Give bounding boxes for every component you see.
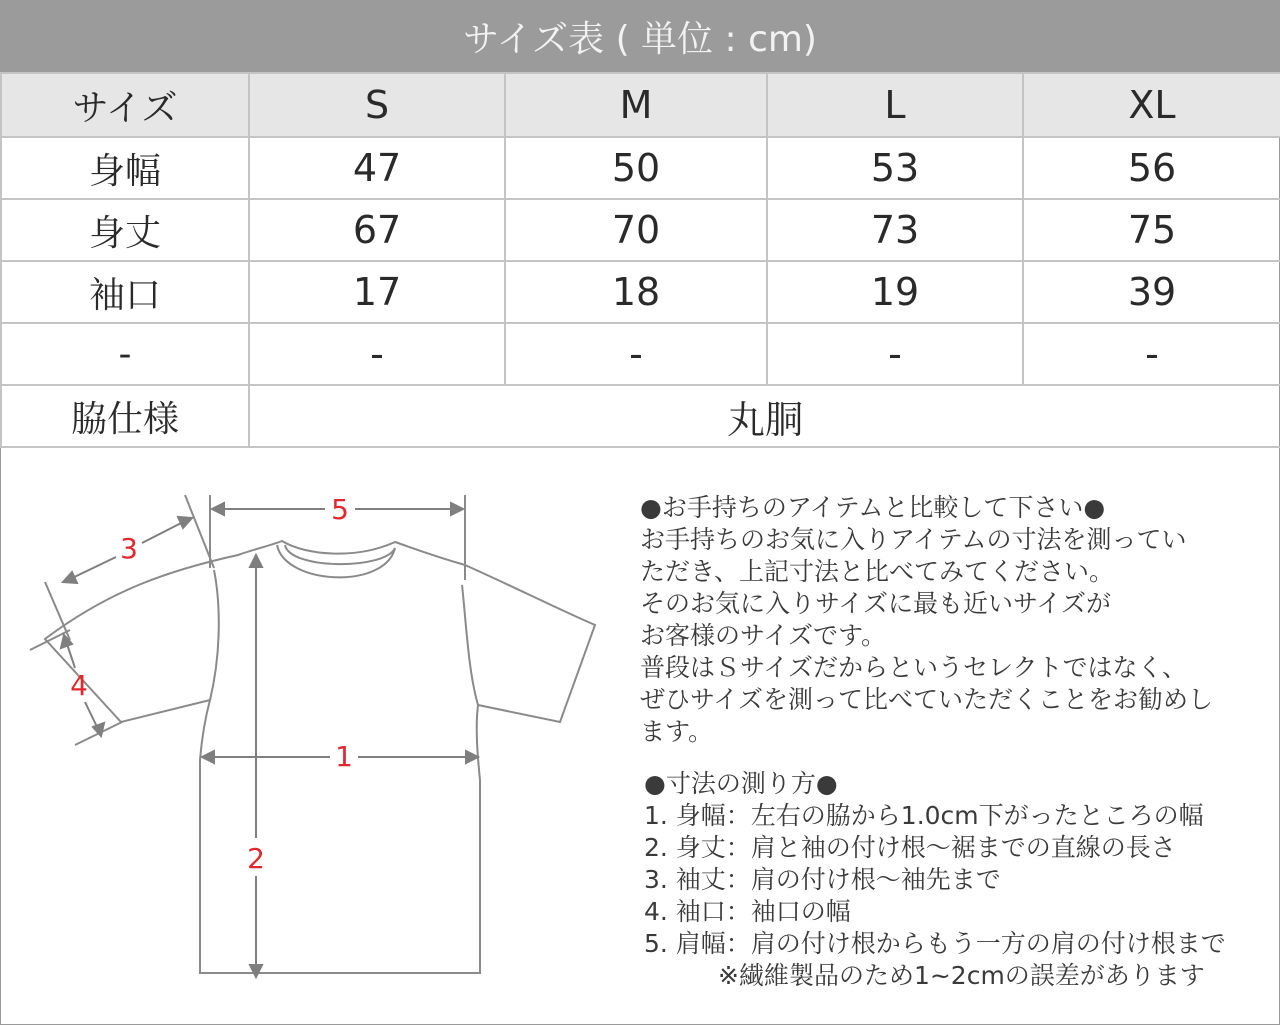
row-label-cuff: 袖口 bbox=[1, 261, 249, 323]
row-label-side-spec: 脇仕様 bbox=[1, 385, 249, 447]
size-header-xl: XL bbox=[1023, 73, 1280, 137]
measure-item: 1. 身幅：左右の脇から1.0cm下がったところの幅 bbox=[644, 801, 1204, 830]
measure-item: 3. 袖丈：肩の付け根〜袖先まで bbox=[644, 865, 1001, 894]
table-cell: 67 bbox=[249, 199, 505, 261]
compare-line: ただき、上記寸法と比べてみてください。 bbox=[640, 557, 1115, 586]
table-cell: 19 bbox=[767, 261, 1023, 323]
arrowhead bbox=[466, 751, 478, 763]
arrowhead bbox=[202, 751, 214, 763]
size-header-row bbox=[1, 73, 1280, 137]
compare-heading: ●お手持ちのアイテムと比較して下さい● bbox=[640, 493, 1106, 522]
row-label-body-length: 身丈 bbox=[1, 199, 249, 261]
table-cell: - bbox=[767, 323, 1023, 385]
size-header-m: M bbox=[505, 73, 767, 137]
row-label-empty: - bbox=[1, 323, 249, 385]
table-cell: 39 bbox=[1023, 261, 1280, 323]
compare-line: ぜひサイズを測って比べていただくことをお勧めし bbox=[640, 685, 1214, 714]
row-label-body-width: 身幅 bbox=[1, 137, 249, 199]
measure-label-3: 3 bbox=[120, 532, 138, 565]
table-row bbox=[1, 385, 1280, 447]
table-cell: 75 bbox=[1023, 199, 1280, 261]
table-row bbox=[1, 199, 1280, 261]
arrowhead bbox=[250, 965, 262, 977]
armhole-seam-right bbox=[462, 585, 478, 705]
shirt-collar bbox=[277, 545, 395, 577]
table-cell: 70 bbox=[505, 199, 767, 261]
arrowhead bbox=[61, 635, 72, 648]
side-spec-value: 丸胴 bbox=[249, 385, 1280, 447]
footnote: ※繊維製品のため1~2cmの誤差があります bbox=[718, 961, 1205, 990]
tshirt-diagram bbox=[0, 470, 620, 1020]
compare-line: 普段はＳサイズだからというセレクトではなく、 bbox=[640, 653, 1188, 682]
size-header-l: L bbox=[767, 73, 1023, 137]
measure-label-5: 5 bbox=[331, 493, 349, 526]
armhole-seam-left bbox=[210, 570, 219, 700]
table-row bbox=[1, 323, 1280, 385]
measure-item: 2. 身丈：肩と袖の付け根〜裾までの直線の長さ bbox=[644, 833, 1176, 862]
size-header-label: サイズ bbox=[1, 73, 249, 137]
measure-label-1: 1 bbox=[335, 740, 353, 773]
table-cell: 73 bbox=[767, 199, 1023, 261]
table-cell: 17 bbox=[249, 261, 505, 323]
notes-panel bbox=[640, 492, 1270, 992]
table-cell: 50 bbox=[505, 137, 767, 199]
compare-line: お客様のサイズです。 bbox=[640, 621, 887, 650]
compare-line: そのお気に入りサイズに最も近いサイズが bbox=[640, 589, 1112, 618]
arrowhead bbox=[250, 555, 262, 567]
arrowhead bbox=[63, 572, 77, 583]
table-row bbox=[1, 261, 1280, 323]
measure-label-2: 2 bbox=[247, 842, 265, 875]
compare-line: お手持ちのお気に入りアイテムの寸法を測ってい bbox=[640, 525, 1187, 554]
measure-item: 5. 肩幅：肩の付け根からもう一方の肩の付け根まで bbox=[644, 929, 1226, 958]
arrowhead bbox=[178, 517, 192, 528]
compare-line: ます。 bbox=[640, 717, 714, 746]
table-cell: - bbox=[505, 323, 767, 385]
table-cell: - bbox=[1023, 323, 1280, 385]
table-cell: 56 bbox=[1023, 137, 1280, 199]
table-cell: - bbox=[249, 323, 505, 385]
table-cell: 18 bbox=[505, 261, 767, 323]
arrowhead bbox=[451, 503, 463, 515]
measure-item: 4. 袖口：袖口の幅 bbox=[644, 897, 851, 926]
table-cell: 47 bbox=[249, 137, 505, 199]
size-header-s: S bbox=[249, 73, 505, 137]
spacer bbox=[640, 748, 1270, 768]
size-table bbox=[0, 72, 1280, 448]
arrowhead bbox=[93, 723, 104, 736]
table-row bbox=[1, 137, 1280, 199]
arrowhead bbox=[212, 503, 224, 515]
measure-heading: ●寸法の測り方● bbox=[644, 769, 838, 798]
measure-label-4: 4 bbox=[70, 669, 88, 702]
page-title: サイズ表 ( 単位 : cm) bbox=[0, 0, 1280, 72]
table-cell: 53 bbox=[767, 137, 1023, 199]
